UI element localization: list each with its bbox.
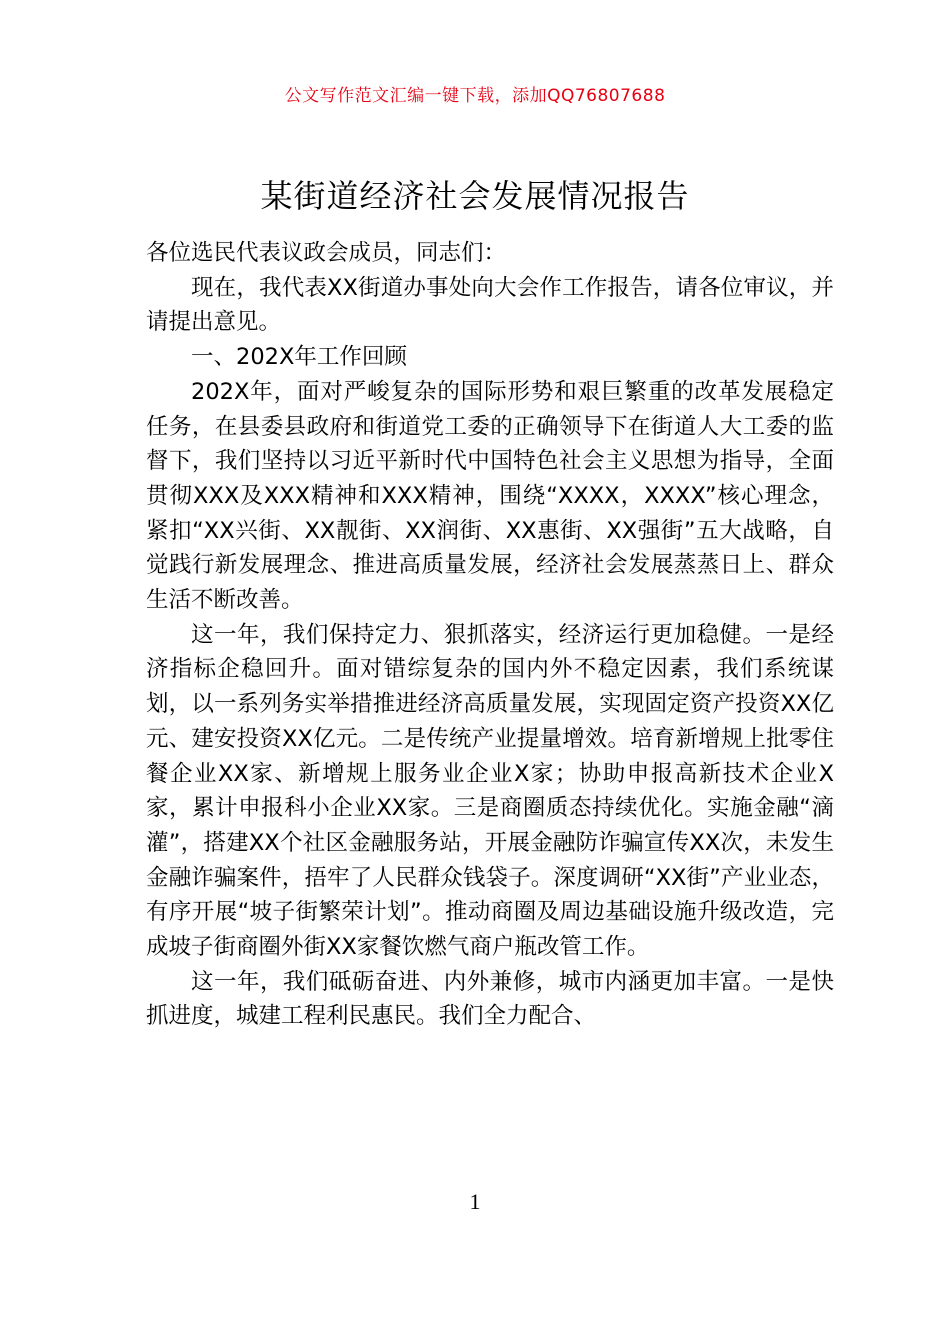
- paragraph: 这一年，我们保持定力、狠抓落实，经济运行更加稳健。一是经济指标企稳回升。面对错综复杂的国内外不稳定因素，我们系统谋划，以一系列务实举措推进经济高质量发展，实现固定资产投资XX亿元、建安投资XX亿元。二是传统产业提量增效。培育新增规上批零住餐企业XX家、新增规上服务业企业X家；协助申报高新技术企业X家，累计申报科小企业XX家。三是商圈质态持续优化。实施金融“滴灌”，搭建XX个社区金融服务站，开展金融防诈骗宣传XX次，未发生金融诈骗案件，捂牢了人民群众钱袋子。深度调研“XX街”产业业态，有序开展“坡子街繁荣计划”。推动商圈及周边基础设施升级改造，完成坡子街商圈外街XX家餐饮燃气商户瓶改管工作。: [146, 621, 834, 961]
- promo-banner: 公文写作范文汇编一键下载，添加QQ76807688: [284, 86, 666, 106]
- paragraph: 这一年，我们砥砺奋进、内外兼修，城市内涵更加丰富。一是快抓进度，城建工程利民惠民。我们全力配合、: [146, 968, 834, 1030]
- document-title: 某街道经济社会发展情况报告: [260, 177, 690, 215]
- section-heading: 一、202X年工作回顾: [191, 344, 407, 371]
- paragraph: 202X年，面对严峻复杂的国际形势和艰巨繁重的改革发展稳定任务，在县委县政府和街道党工委的正确领导下在街道人大工委的监督下，我们坚持以习近平新时代中国特色社会主义思想为指导，全面贯彻XXX及XXX精神和XXX精神，围绕“XXXX，XXXX”核心理念，紧扣“XX兴街、XX靓街、XX润街、XX惠街、XX强街”五大战略，自觉践行新发展理念、推进高质量发展，经济社会发展蒸蒸日上、群众生活不断改善。: [146, 378, 834, 614]
- paragraph: 现在，我代表XX街道办事处向大会作工作报告，请各位审议，并请提出意见。: [146, 274, 834, 336]
- document-body: [146, 236, 834, 1034]
- salutation: 各位选民代表议政会成员，同志们：: [146, 240, 507, 266]
- page-number: 1: [469, 1189, 481, 1214]
